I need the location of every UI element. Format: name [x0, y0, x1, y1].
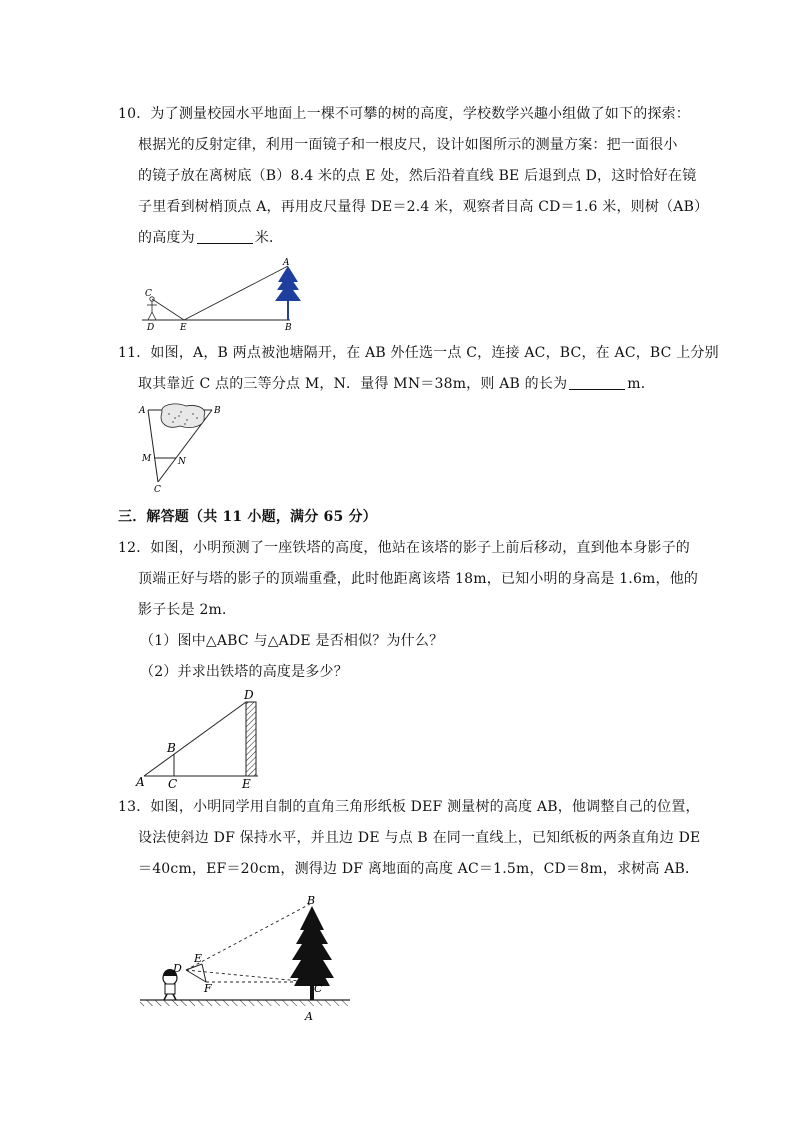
q11-answer-suffix: m． [627, 376, 655, 392]
q10-label-c: C [145, 289, 152, 299]
q11-line-2 [138, 374, 655, 394]
q13-label-a: A [305, 1010, 313, 1023]
q13-label-f: F [204, 982, 212, 995]
q10-answer-prefix: 的高度为 [138, 230, 195, 246]
q10-label-a: A [283, 258, 290, 268]
q11-figure [136, 402, 236, 494]
q12-label-a: A [136, 775, 145, 789]
q13-label-d: D [173, 962, 182, 975]
section-three-header: 三．解答题（共 11 小题，满分 65 分） [118, 509, 377, 525]
q11-label-m: M [142, 454, 152, 464]
q10-line-5 [138, 228, 283, 248]
q13-label-c: C [314, 982, 323, 995]
q10-label-e: E [180, 323, 187, 333]
q12-label-c: C [168, 777, 178, 791]
q13-line-3: ＝40cm，EF＝20cm，测得边 DF 离地面的高度 AC＝1.5m，CD＝8m，求树高 AB． [138, 861, 700, 877]
q13-line-2: 设法使斜边 DF 保持水平，并且边 DE 与点 B 在同一直线上，已知纸板的两条直角边 DE [138, 830, 701, 846]
q12-line-3: 影子长是 2m． [138, 602, 237, 618]
q12-label-d: D [244, 688, 254, 702]
q11-answer-blank [569, 375, 625, 390]
q10-figure [138, 258, 308, 332]
q10-answer-suffix: 米． [254, 230, 284, 246]
q10-answer-blank [197, 229, 253, 244]
q10-label-b: B [285, 323, 292, 333]
q12-line-1: 12．如图，小明预测了一座铁塔的高度，他站在该塔的影子上前后移动，直到他本身影子的 [118, 540, 691, 556]
q11-label-n: N [178, 457, 186, 467]
q12-figure [134, 686, 264, 792]
q10-line-1: 10．为了测量校园水平地面上一棵不可攀的树的高度，学校数学兴趣小组做了如下的探索： [118, 106, 691, 122]
q13-label-e: E [194, 952, 203, 965]
q10-line-3: 的镜子放在离树底（B）8.4 米的点 E 处，然后沿着直线 BE 后退到点 D，这时恰好在镜 [138, 168, 697, 184]
q13-figure [140, 892, 350, 1028]
q12-sub-question-1: （1）图中△ABC 与△ADE 是否相似？为什么？ [140, 633, 444, 649]
q13-line-1: 13．如图，小明同学用自制的直角三角形纸板 DEF 测量树的高度 AB，他调整自己的位置， [118, 799, 700, 815]
q13-label-b: B [307, 894, 316, 907]
q12-label-b: B [167, 741, 176, 755]
q10-line-4: 子里看到树梢顶点 A，再用皮尺量得 DE＝2.4 米，观察者目高 CD＝1.6 米，则树（AB） [138, 199, 709, 215]
q11-label-c: C [154, 485, 161, 495]
q12-line-2: 顶端正好与塔的影子的顶端重叠，此时他距离该塔 18m，已知小明的身高是 1.6m，他的 [138, 571, 699, 587]
q12-sub-question-2: （2）并求出铁塔的高度是多少？ [140, 664, 348, 680]
q11-line-1: 11．如图，A，B 两点被池塘隔开，在 AB 外任选一点 C，连接 AC，BC，在 AC，BC 上分别 [118, 345, 719, 361]
q10-label-d: D [147, 323, 155, 333]
q11-label-a: A [139, 406, 146, 416]
q12-label-e: E [242, 777, 251, 791]
q10-line-2: 根据光的反射定律，利用一面镜子和一根皮尺，设计如图所示的测量方案：把一面很小 [138, 137, 678, 153]
q11-label-b: B [214, 406, 221, 416]
q11-answer-prefix: 取其靠近 C 点的三等分点 M，N．量得 MN＝38m，则 AB 的长为 [138, 376, 568, 392]
